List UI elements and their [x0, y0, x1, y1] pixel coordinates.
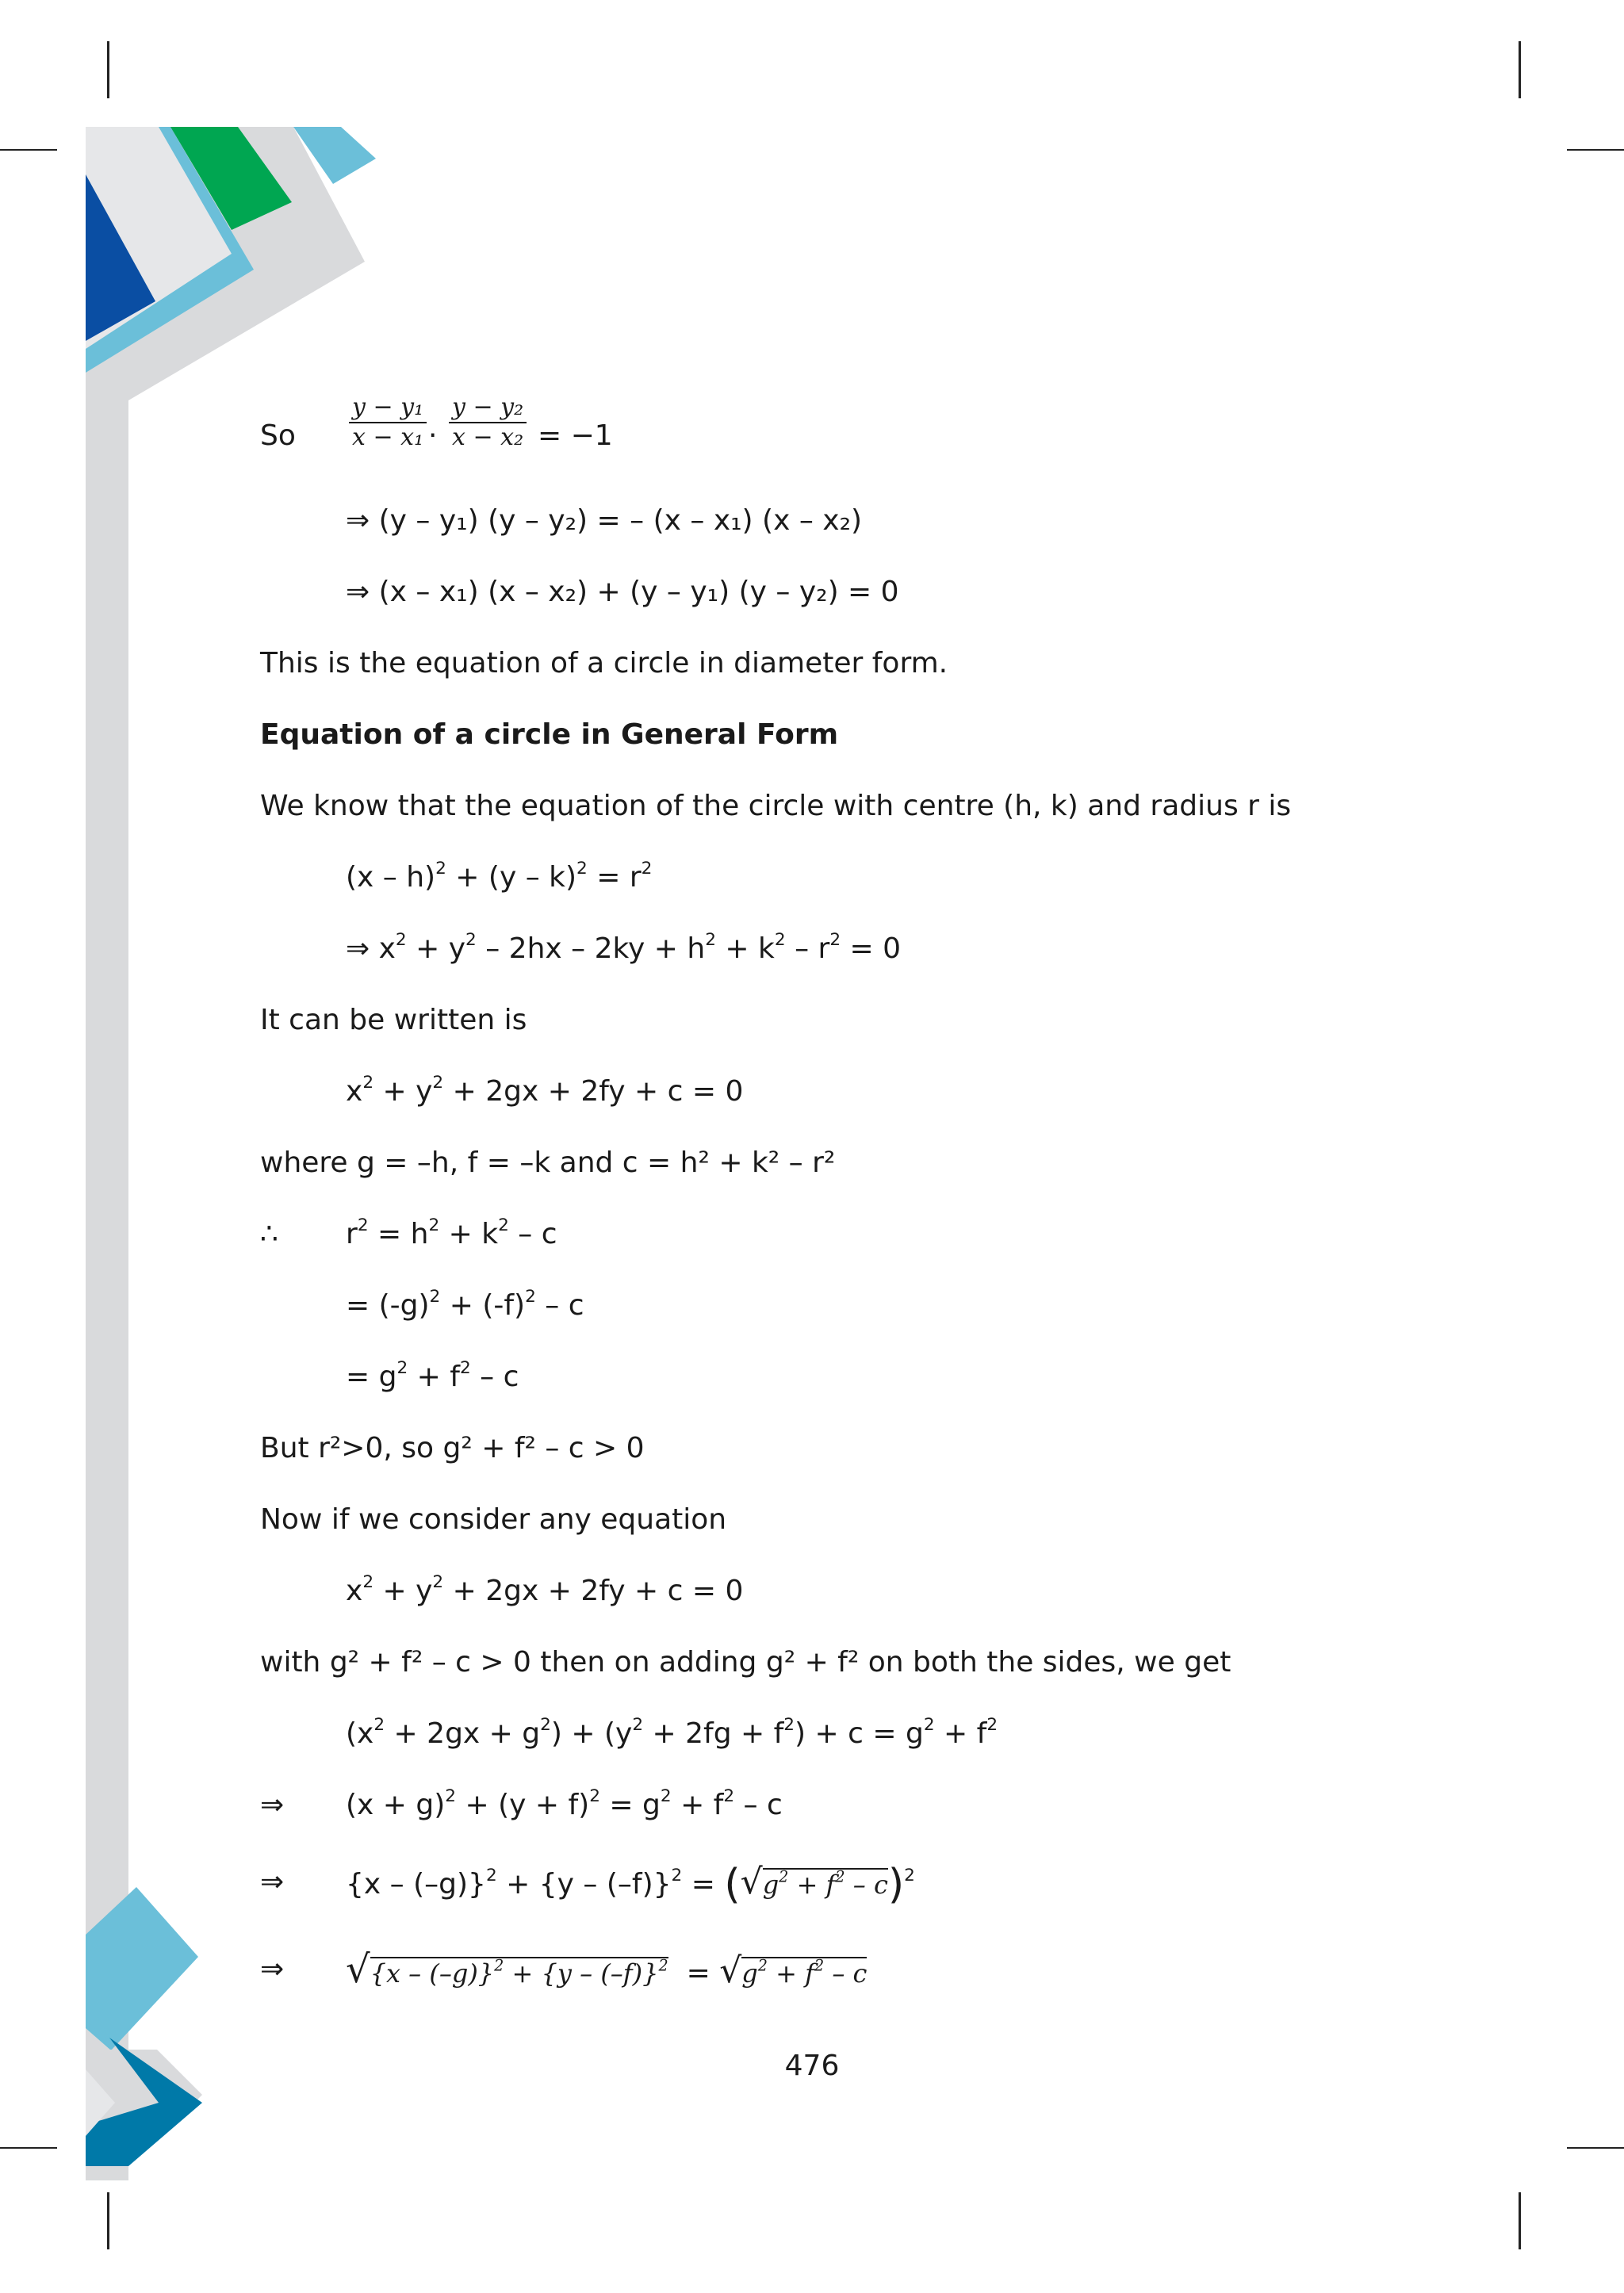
so-label: So	[260, 419, 296, 452]
fraction-1	[349, 393, 427, 452]
squared-form-text: $(x + g)^2 + (y + f)^2 = g^2 + f^2 - c$	[346, 1786, 783, 1821]
completing-square-text: $(x^2 + 2gx + g^2) + (y^2 + 2fg + f^2) + c = g^2 + f^2$	[346, 1714, 998, 1750]
but-text: But r²>0, so g² + f² – c > 0	[260, 1432, 645, 1464]
root-form-text: $√\{x - (-g)\}^2 + \{y - (-f)\}^2 = √g^2 + f^2 - c$	[346, 1947, 868, 1992]
so-rhs: = −1	[538, 419, 613, 452]
corner-decoration-bottom	[0, 1887, 238, 2172]
therefore-symbol: ∴	[260, 1218, 278, 1250]
corner-decoration-top	[0, 0, 381, 412]
arrow-symbol: ⇒	[260, 1866, 285, 1898]
side-strip	[86, 127, 128, 2180]
now-consider-text: Now if we consider any equation	[260, 1503, 727, 1536]
implies-text-2: ⇒ (x – x₁) (x – x₂) + (y – y₁) (y – y₂) = 0	[346, 576, 899, 608]
brace-form-text: $\{x - (-g)\}^2 + \{y - (-f)\}^2 = (√g^2 + f^2 - c)^2$	[346, 1861, 915, 1908]
arrow-symbol: ⇒	[260, 1953, 285, 1985]
crop-mark	[107, 2192, 109, 2249]
heading-general-form: Equation of a circle in General Form	[260, 718, 839, 751]
dot-operator: ·	[428, 419, 438, 452]
expanded-equation-text: ⇒ $x^2 + y^2 - 2hx - 2ky + h^2 + k^2 - r^2 = 0$	[346, 929, 902, 965]
implies-text-1: ⇒ (y – y₁) (y – y₂) = – (x – x₁) (x – x₂)	[346, 504, 863, 537]
we-know-text: We know that the equation of the circle with centre (h, k) and radius r is	[260, 790, 1292, 822]
general-equation-repeat-text: $x^2 + y^2 + 2gx + 2fy + c = 0$	[346, 1571, 744, 1607]
diameter-form-text: This is the equation of a circle in diameter form.	[260, 647, 948, 679]
where-text: where g = –h, f = –k and c = h² + k² – r²	[260, 1146, 836, 1179]
crop-mark	[1567, 2147, 1624, 2149]
crop-mark	[1567, 149, 1624, 151]
substitution-text-1: = $(-g)^2 + (-f)^2 - c$	[346, 1286, 584, 1322]
page-number: 476	[784, 2050, 840, 2082]
fraction-2-denominator: x − x₂	[452, 423, 524, 451]
general-equation-text: $x^2 + y^2 + 2gx + 2fy + c = 0$	[346, 1072, 744, 1108]
fraction-2	[449, 393, 527, 452]
r-squared-text: $r^2 = h^2 + k^2 - c$	[346, 1215, 557, 1250]
arrow-symbol: ⇒	[260, 1789, 285, 1821]
standard-equation-text: $(x - h)^2 + (y - k)^2 = r^2$	[346, 858, 653, 894]
fraction-1-numerator: y − y₁	[349, 393, 427, 423]
crop-mark	[1519, 2192, 1521, 2249]
written-is-text: It can be written is	[260, 1004, 527, 1036]
with-text: with g² + f² – c > 0 then on adding g² + f² on both the sides, we get	[260, 1646, 1231, 1679]
crop-mark	[1519, 41, 1521, 98]
substitution-text-2: = $g^2 + f^2 - c$	[346, 1357, 519, 1393]
fraction-2-numerator: y − y₂	[449, 393, 527, 423]
fraction-1-denominator: x − x₁	[352, 423, 424, 451]
